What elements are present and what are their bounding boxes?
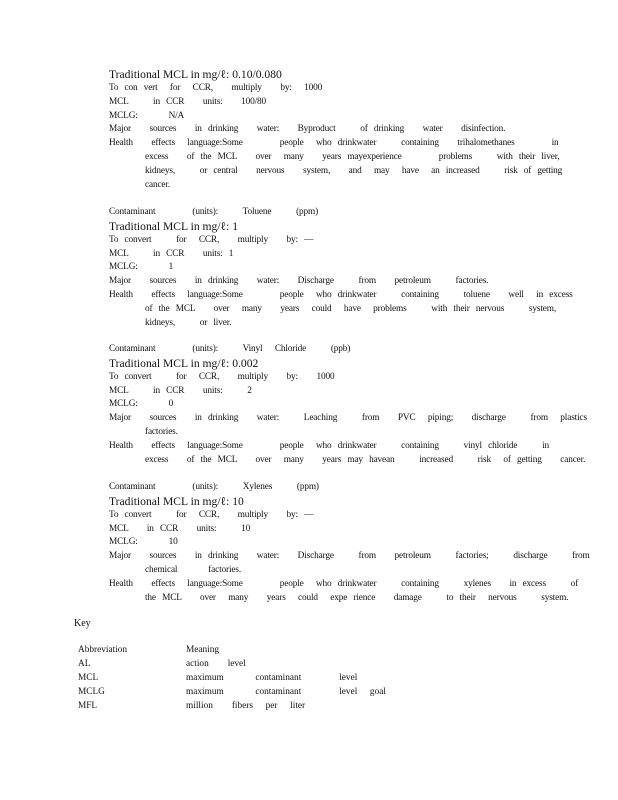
health-effects-continued-line: the MCL over many years could expe rience damage to their nervous system. <box>145 592 569 603</box>
mcl-ccr-line: MCL in CCR units: 10 <box>109 523 251 534</box>
convert-line: To convert for CCR, multiply by: — <box>109 509 314 520</box>
key-meaning: maximum contaminant level goal <box>186 687 386 697</box>
health-effects-line: Health effects language:Some people who drinkwater containing trihalomethanes in <box>109 138 559 149</box>
key-abbreviation: MFL <box>78 701 98 711</box>
key-row <box>78 671 386 685</box>
health-effects-continued-line: kidneys, or liver. <box>145 317 232 328</box>
key-header-row <box>78 643 386 657</box>
major-sources-line: Major sources in drinking water: Byproduct of drinking water disinfection. <box>109 124 506 135</box>
health-effects-line: Health effects language:Some people who drinkwater containing toluene well in excess <box>109 289 573 300</box>
health-effects-line: Health effects language:Some people who drinkwater containing vinyl chloride in <box>109 440 550 451</box>
major-sources-line: Major sources in drinking water: Discharge from petroleum factories; discharge from <box>109 551 590 562</box>
health-effects-continued-line: kidneys, or central nervous system, and may have an increased risk of getting <box>145 165 563 176</box>
traditional-mcl-line: Traditional MCL in mg/ℓ: 1 <box>109 219 239 233</box>
key-meaning: million fibers per liter <box>186 701 306 711</box>
key-abbreviation: MCLG <box>78 687 105 697</box>
mclg-line: MCLG: 0 <box>109 399 174 410</box>
mcl-ccr-line: MCL in CCR units: 2 <box>109 385 252 396</box>
mcl-ccr-line: MCL in CCR units: 1 <box>109 248 234 259</box>
convert-line: To convert for CCR, multiply by: 1000 <box>109 371 335 382</box>
contaminant-heading: Contaminant (units): Xylenes (ppm) <box>109 482 319 492</box>
traditional-mcl-line: Traditional MCL in mg/ℓ: 0.10/0.080 <box>109 68 282 81</box>
health-effects-continued-line: excess of the MCL over many years may havean increased risk of getting cancer. <box>145 454 586 465</box>
major-sources-line: Major sources in drinking water: Discharge from petroleum factories. <box>109 276 489 287</box>
major-sources-continued-line: factories. <box>145 426 178 437</box>
key-table <box>78 643 386 713</box>
health-effects-continued-line: of the MCL over many years could have problems with their nervous system, <box>145 303 557 314</box>
key-meaning: maximum contaminant level <box>186 673 358 683</box>
mclg-line: MCLG: N/A <box>109 110 185 121</box>
contaminant-heading: Contaminant (units): Vinyl Chloride (ppb) <box>109 344 351 354</box>
key-abbreviation: MCL <box>78 673 99 683</box>
contaminant-section-trihalomethanes <box>109 68 563 192</box>
mcl-ccr-line: MCL in CCR units: 100/80 <box>109 96 267 107</box>
key-header-abbreviation: Abbreviation <box>78 645 128 655</box>
key-abbreviation: AL <box>78 659 91 669</box>
mclg-line: MCLG: 1 <box>109 262 174 273</box>
traditional-mcl-line: Traditional MCL in mg/ℓ: 10 <box>109 494 244 508</box>
health-effects-continued-line: cancer. <box>145 179 171 190</box>
convert-line: To con vert for CCR, multiply by: 1000 <box>109 83 323 93</box>
key-row <box>78 657 386 671</box>
traditional-mcl-line: Traditional MCL in mg/ℓ: 0.002 <box>109 356 259 370</box>
contaminant-heading: Contaminant (units): Toluene (ppm) <box>109 207 319 217</box>
health-effects-line: Health effects language:Some people who drinkwater containing xylenes in excess of <box>109 578 579 589</box>
convert-line: To convert for CCR, multiply by: — <box>109 234 314 245</box>
major-sources-line: Major sources in drinking water: Leaching from PVC piping; discharge from plastics <box>109 413 587 424</box>
mclg-line: MCLG: 10 <box>109 537 178 548</box>
key-heading: Key <box>74 618 91 629</box>
contaminant-section-xylenes <box>109 481 590 605</box>
health-effects-continued-line: excess of the MCL over many years mayexperience problems with their liver, <box>145 151 560 162</box>
key-row <box>78 685 386 699</box>
key-row <box>78 699 386 713</box>
contaminant-section-toluene <box>109 206 573 330</box>
key-meaning: action level <box>186 659 246 669</box>
contaminant-section-vinyl-chloride <box>109 343 587 467</box>
major-sources-continued-line: chemical factories. <box>145 564 242 575</box>
key-header-meaning: Meaning <box>186 645 220 655</box>
